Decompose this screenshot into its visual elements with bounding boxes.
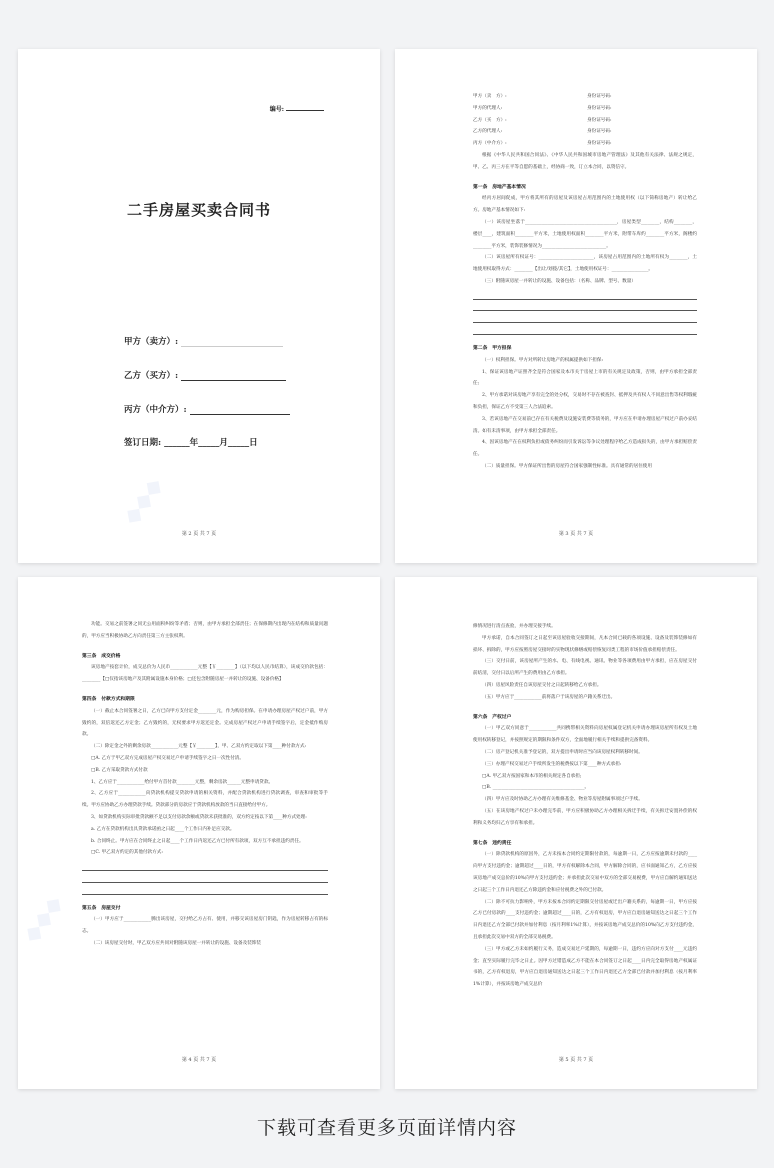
party-b-blank — [181, 372, 286, 381]
signature-row — [473, 91, 697, 103]
paragraph: 2、甲方承诺对该房地产享有完全的处分权，交易时不存在被查封、抵押及共有权人不同意出售等权利瑕疵和负担，保证乙方不受第三人合法追索。 — [473, 393, 697, 410]
paragraph: （一）甲乙双方同意于____________共同携带相关资料向房屋权属登记机关申请办理该房屋所有权及土地使用权转移登记，并按照规定的期限和条件双方，全面地履行相关手续和提供完备资料。 — [473, 726, 697, 744]
page-number: 第 3 页 共 7 页 — [558, 531, 594, 537]
signature-row — [473, 115, 697, 127]
party-c-label: 丙方（中介方）: — [124, 405, 187, 415]
sig-label: 甲方（卖 方）: — [473, 94, 507, 99]
party-a-blank — [181, 338, 283, 347]
party-a-label: 甲方（卖方）: — [124, 337, 179, 347]
signature-row — [473, 138, 697, 150]
party-a-row — [124, 335, 283, 347]
page-number: 第 5 页 共 7 页 — [558, 1057, 594, 1063]
paragraph: □A. 乙方于甲乙双方完成房屋产权交易过户申请手续签字之日一次性付清。 — [91, 755, 244, 761]
paragraph: （二）该房屋交付时，甲乙双方应共同对附随该房屋一并转让的设施、设备及装饰装 — [91, 940, 261, 946]
paragraph: □B. 乙方采取贷款方式付款 — [91, 767, 148, 773]
contract-page-4 — [18, 577, 380, 1089]
paragraph: 3、若该房地产在交易前已存在有关税费及设施安装费等债务的，甲方应在申请办理房屋产权过户前办妥结清。如有未清事项，由甲方承担全部责任。 — [473, 416, 697, 434]
page-body — [82, 619, 328, 950]
serial-blank — [286, 105, 324, 111]
party-b-row — [124, 369, 286, 381]
paragraph: （三）甲方或乙方未如约履行义务，造成交易过户延期的，每逾期一日，违约方应向对方支付____元违约金；直至实际履行完毕之日止。因甲方过错造成乙方不能在本合同签订之日起____日内完全取得房地产权属证书的，乙方有权退房，甲方应自退房通知送达之日起三个工作日内退还乙方全部已付款并加付利息（按月利率1%计算），并按该房地产成交总价 — [473, 946, 697, 988]
sig-id-label: 身份证号码: — [587, 105, 612, 111]
fill-line — [82, 883, 328, 895]
watermark: ◆◆◆ — [118, 473, 169, 530]
fill-line — [82, 871, 328, 883]
download-more-link[interactable]: 下载可查看更多页面详情内容 — [256, 1117, 517, 1139]
sig-label: 乙方（买 方）: — [473, 117, 507, 123]
sig-id-label: 身份证号码: — [587, 129, 612, 135]
article-heading: 第一条 房地产基本情况 — [473, 183, 526, 190]
page-body — [473, 621, 697, 991]
paragraph: （二）除定金之外的剩余房款____________元整【￥________】，甲、乙双方约定取以下第____种付款方式: — [91, 744, 307, 750]
paragraph: 经丙方居间促成，甲方将其所有的房屋及该房屋占用范围内的土地使用权（以下简称房地产）转让给乙方。房地产基本情况如下: — [473, 196, 697, 214]
paragraph: 该房地产按套计价，成交总价为人民币____________元整【￥________】（以下均以人民币结算），该成交价款包括：________【□仅指该房地产及其附属设施本身价格；□还包含附随房屋一并转让的设施、设备价格】 — [82, 665, 328, 683]
signature-row — [473, 103, 697, 115]
article-heading: 第二条 甲方担保 — [473, 344, 512, 351]
paragraph: （二）除不可抗力影响外，甲方未按本合同约定期限交付房屋或迁出户籍关系的，每逾期一日，甲方应按乙方已付房款的____支付违约金；逾期超过____日的，乙方有权退房，甲方应自退房通知送达之日起三个工作日内退还乙方全部已付款并加付利息（按月利率1%计算），并按该房地产成交总价的10%向乙方支付违约金，且承担此次交易中双方的全部交易税费。 — [473, 899, 697, 940]
paragraph: 甲方承诺，自本合同签订之日起至该房屋验收交接期间，凡本合同已载的各项设施、设备及装饰装修如有损坏、拆除的，甲方应按照房屋交接时的实物现状修缮或赔偿恢复同类工程的市场价值承担赔偿责任。 — [473, 635, 697, 653]
sig-id-label: 身份证号码: — [587, 141, 612, 147]
paragraph: （一）甲方应于____________腾出该房屋，交付给乙方占有、使用，并移交该房屋房门钥匙，作为房屋转移占有的标志。 — [82, 917, 328, 935]
page-number: 第 2 页 共 7 页 — [181, 531, 217, 537]
watermark: ◆◆◆ — [18, 891, 69, 948]
article-heading: 第六条 产权过户 — [473, 713, 512, 720]
serial-label: 编号: — [269, 106, 284, 113]
article-heading: 第七条 违约责任 — [473, 839, 512, 846]
contract-page-2 — [18, 49, 380, 563]
sign-date: 签订日期: ______年_____月_____日 — [124, 438, 258, 448]
paragraph: （一）除贷款机构的原因外，乙方未按本合同约定期限付款的，每逾期一日，乙方应按逾期未付款的____向甲方支付违约金；逾期超过____日的，甲方有权解除本合同，甲方解除合同的，应书面通知乙方，乙方应按该房地产成交总价的10%向甲方支付违约金；并承担此次交易中双方的全部交易税费，甲方应自解约通知送达之日起三个工作日内退还乙方除违约金和应付税费之外的已付款。 — [473, 852, 697, 893]
paragraph: （四）房屋风险责任自该房屋交付之日起转移给乙方承担。 — [482, 682, 602, 688]
signature-row — [473, 126, 697, 138]
paragraph: （三）交付日前，该房屋所产生的水、电、有线电视、通讯、物业等各项费用由甲方承担，应在房屋交付前结清，交付日以后所产生的费用由乙方承担。 — [473, 659, 697, 677]
paragraph: 4、因该房地产在在权利负担或债务纠纷而引发诉讼等争议处理程序给乙方造成损失的，由甲方承担赔偿责任。 — [473, 440, 697, 458]
page-body — [473, 91, 697, 473]
fill-line — [473, 323, 697, 335]
party-c-row — [124, 403, 290, 415]
paragraph: □A. 甲乙双方按国家和本市的相关规定各自承担; — [482, 773, 582, 779]
fill-line — [473, 288, 697, 300]
paragraph: （二）房产登记机关准予登记的，双方提出申请时应当向该房屋权利转移时间。 — [482, 749, 643, 755]
paragraph: （一）截止本合同签署之日，乙方已向甲方支付定金________元，作为购房担保。在申请办理房屋产权过户前，甲方毁约的，双倍返还乙方定金；乙方毁约的，无权要求甲方返还定金。完成房屋产权过户申请手续签字后，定金抵作购房款。 — [82, 708, 328, 738]
paragraph: （一）该房屋坐落于________________________________________，房屋类型________，结构________，楼层____，建筑面积________平方米，土地使用权面积________平方米，附带车库约________平方米，阁楼约________平方米，装饰装修情况为____________________________。 — [473, 219, 697, 249]
contract-page-5 — [395, 577, 757, 1089]
paragraph: （二）质量担保。甲方保证所出售的房屋符合国家强制性标准。具有通常的居住使用 — [482, 463, 652, 469]
party-b-label: 乙方（买方）: — [124, 371, 179, 381]
paragraph: □B. ________________________________________。 — [482, 785, 590, 791]
sign-date-row — [124, 436, 258, 448]
paragraph: 1、保证该房地产证照齐全是符合国家及本市关于房屋上市的有关规定及政策，否则，由甲方承担全部责任; — [473, 369, 697, 387]
fill-line — [82, 859, 328, 871]
paragraph: □C. 甲乙双方约定的其他付款方式: — [91, 850, 163, 856]
intro-paragraph: 根据《中华人民共和国合同法》、《中华人民共和国城市房地产管理法》及其他有关法律、法规之规定，甲、乙、丙三方在平等自愿的基础上，经协商一致，订立本合同，以资信守。 — [473, 152, 697, 170]
paragraph: a. 乙方在贷款机构出具贷款承诺函之日起____个工作日内补足应交款。 — [91, 826, 235, 832]
paragraph: （一）权利担保。甲方对所转让房地产的权属提供如下担保: — [482, 357, 603, 363]
paragraph: 2、乙方应于____________向贷款机构提交贷款申请的相关资料，并配合贷款机构进行贷款调查，审查和审批等手续。甲方应协助乙方办理贷款手续。贷款部分的房款应于贷款机构放款的当日直接给付甲方。 — [82, 791, 328, 809]
paragraph: 1、乙方应于____________给付甲方首付款________元整，剩余房款______元整申请贷款。 — [91, 779, 274, 785]
paragraph: （二）该房屋所有权证号：________________________，该房屋占用范围内的土地所有权为________，土地使用权取得方式：________【出让/划拨/其它】，土地使用权证号：________________。 — [473, 255, 697, 273]
paragraph: （四）甲方应及时协助乙方办理有关维修基金、物业等房屋附属事项过户手续。 — [482, 797, 643, 803]
paragraph: （三）办理产权交易过户手续所发生的税费按以下第____种方式承担: — [482, 761, 622, 767]
article-heading: 第三条 成交价格 — [82, 652, 121, 659]
paragraph: 3、如贷款机构实际审批贷款额不足以支付房款余额或贷款未获批准的，双方约定按以下第____种方式处理: — [91, 814, 307, 820]
sig-id-label: 身份证号码: — [587, 117, 612, 123]
party-c-blank — [190, 406, 290, 415]
article-heading: 第四条 付款方式和期限 — [82, 695, 135, 702]
sig-label: 乙方的代理人: — [473, 129, 503, 135]
paragraph: （五）甲方应于____________前将落户于该房屋的户籍关系迁出。 — [482, 694, 616, 700]
sig-id-label: 身份证号码: — [587, 94, 612, 99]
fill-line — [473, 311, 697, 323]
paragraph: b. 合同终止。甲方应在合同终止之日起____个工作日内返还乙方已付所有款项，双方互不承担违约责任。 — [91, 838, 304, 844]
contract-page-3 — [395, 49, 757, 563]
contract-title: 二手房屋买卖合同书 — [126, 201, 271, 219]
fill-line — [473, 300, 697, 312]
paragraph: 修情况进行清点查验，并办理交接手续。 — [473, 624, 556, 629]
sig-label: 甲方的代理人: — [473, 105, 503, 111]
paragraph: （五）在该房地产权过户未办理完毕前，甲方应积极协助乙方办理相关拆迁手续，有关拆迁安置补偿的权利和义务均归乙方享有和承担。 — [473, 808, 697, 826]
page-number: 第 4 页 共 7 页 — [181, 1057, 217, 1063]
sig-label: 丙方（中介方）: — [473, 141, 507, 147]
article-heading: 第五条 房屋交付 — [82, 904, 121, 911]
serial-number — [270, 104, 324, 113]
paragraph: （三）附随该房屋一并转让的设施、设备包括：（名称、品牌、型号、数量） — [482, 278, 636, 284]
paragraph: 功能。交易之前签署之同无公用面积纠纷等矛盾；否则，由甲方承担全部责任；在保修期内出现内在结构和质量问题的，甲方应当积极协助乙方向责任第三方主张权利。 — [82, 622, 328, 639]
